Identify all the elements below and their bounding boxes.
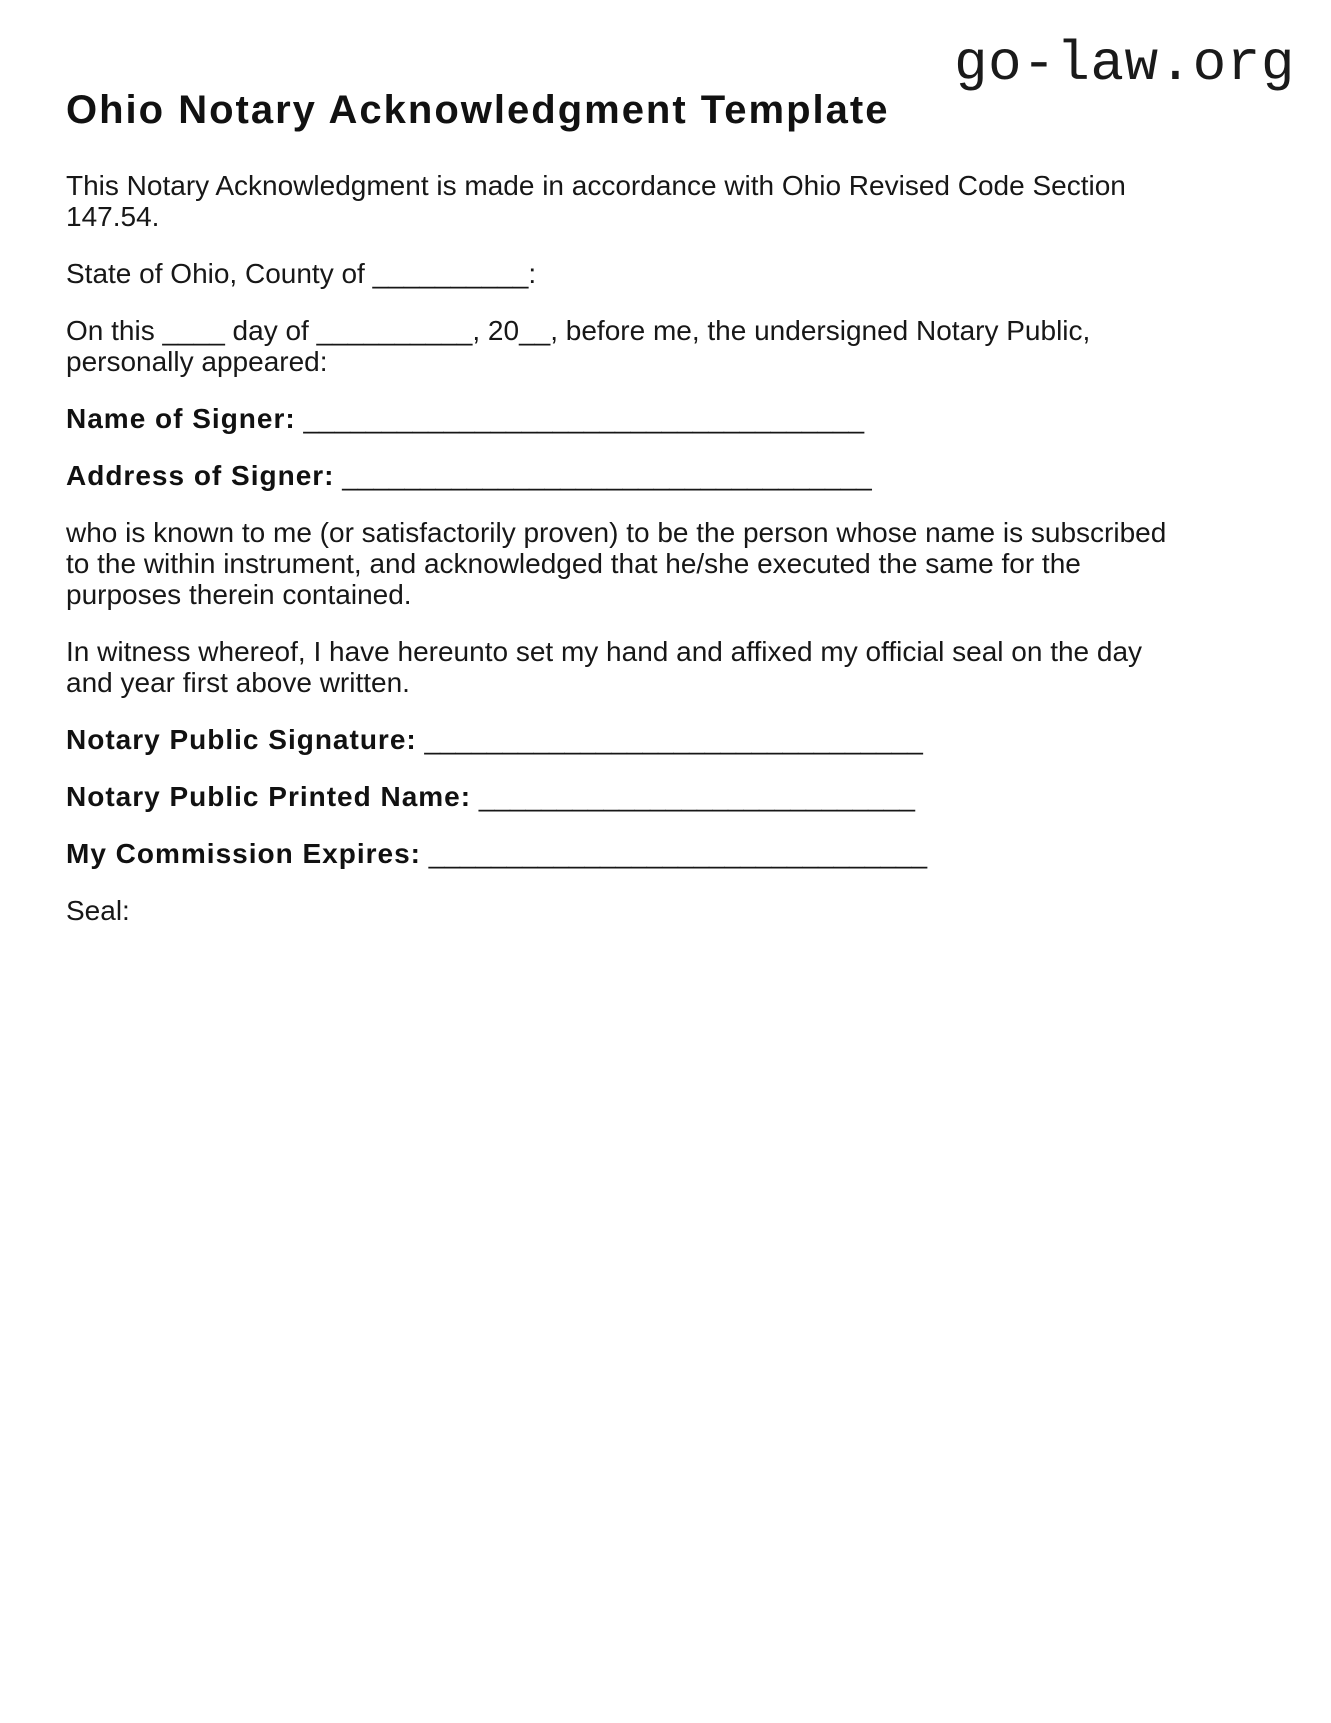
witness-clause: In witness whereof, I have hereunto set my hand and affixed my official seal on the day and year first above written. xyxy=(66,636,1143,698)
month-blank: __________ xyxy=(316,315,473,346)
notary-printed-name-line xyxy=(66,781,1181,812)
year-blank: __ xyxy=(519,315,551,346)
signer-name-blank: ____________________________________ xyxy=(303,403,865,434)
commission-expires-label: My Commission Expires: xyxy=(66,838,421,869)
seal-line: Seal: xyxy=(66,895,130,926)
known-clause: who is known to me (or satisfactorily proven) to be the person whose name is subscribed to the within instrument, and acknowledged that he/she executed the same for the purposes therein contained. xyxy=(66,517,1167,610)
signer-address-line xyxy=(66,460,1181,491)
notary-signature-line xyxy=(66,724,1181,755)
notary-printed-name-label: Notary Public Printed Name: xyxy=(66,781,472,812)
appearance-text-4: , before me, the undersigned Notary Public, personally appeared: xyxy=(66,315,1091,377)
site-logo: go-law.org xyxy=(953,32,1295,96)
appearance-text-3: , 20 xyxy=(472,315,520,346)
appearance-line xyxy=(66,315,1181,377)
appearance-text-1: On this xyxy=(66,315,163,346)
commission-expires-line xyxy=(66,838,1181,869)
notary-signature-label: Notary Public Signature: xyxy=(66,724,417,755)
state-county-line xyxy=(66,258,1181,289)
signer-name-line xyxy=(66,403,1181,434)
appearance-text-2: day of xyxy=(224,315,317,346)
state-county-colon: : xyxy=(528,258,537,289)
notary-signature-blank: ________________________________ xyxy=(424,724,923,755)
intro-paragraph: This Notary Acknowledgment is made in accordance with Ohio Revised Code Section 147.54. xyxy=(66,170,1126,232)
signer-address-blank: __________________________________ xyxy=(342,460,872,491)
day-number-blank: ____ xyxy=(162,315,225,346)
commission-expires-blank: ________________________________ xyxy=(428,838,928,869)
state-county-text: State of Ohio, County of xyxy=(66,258,373,289)
signer-name-label: Name of Signer: xyxy=(66,403,296,434)
document-title: Ohio Notary Acknowledgment Template xyxy=(66,88,890,132)
county-blank: __________ xyxy=(372,258,529,289)
signer-address-label: Address of Signer: xyxy=(66,460,335,491)
notary-printed-name-blank: ____________________________ xyxy=(478,781,915,812)
